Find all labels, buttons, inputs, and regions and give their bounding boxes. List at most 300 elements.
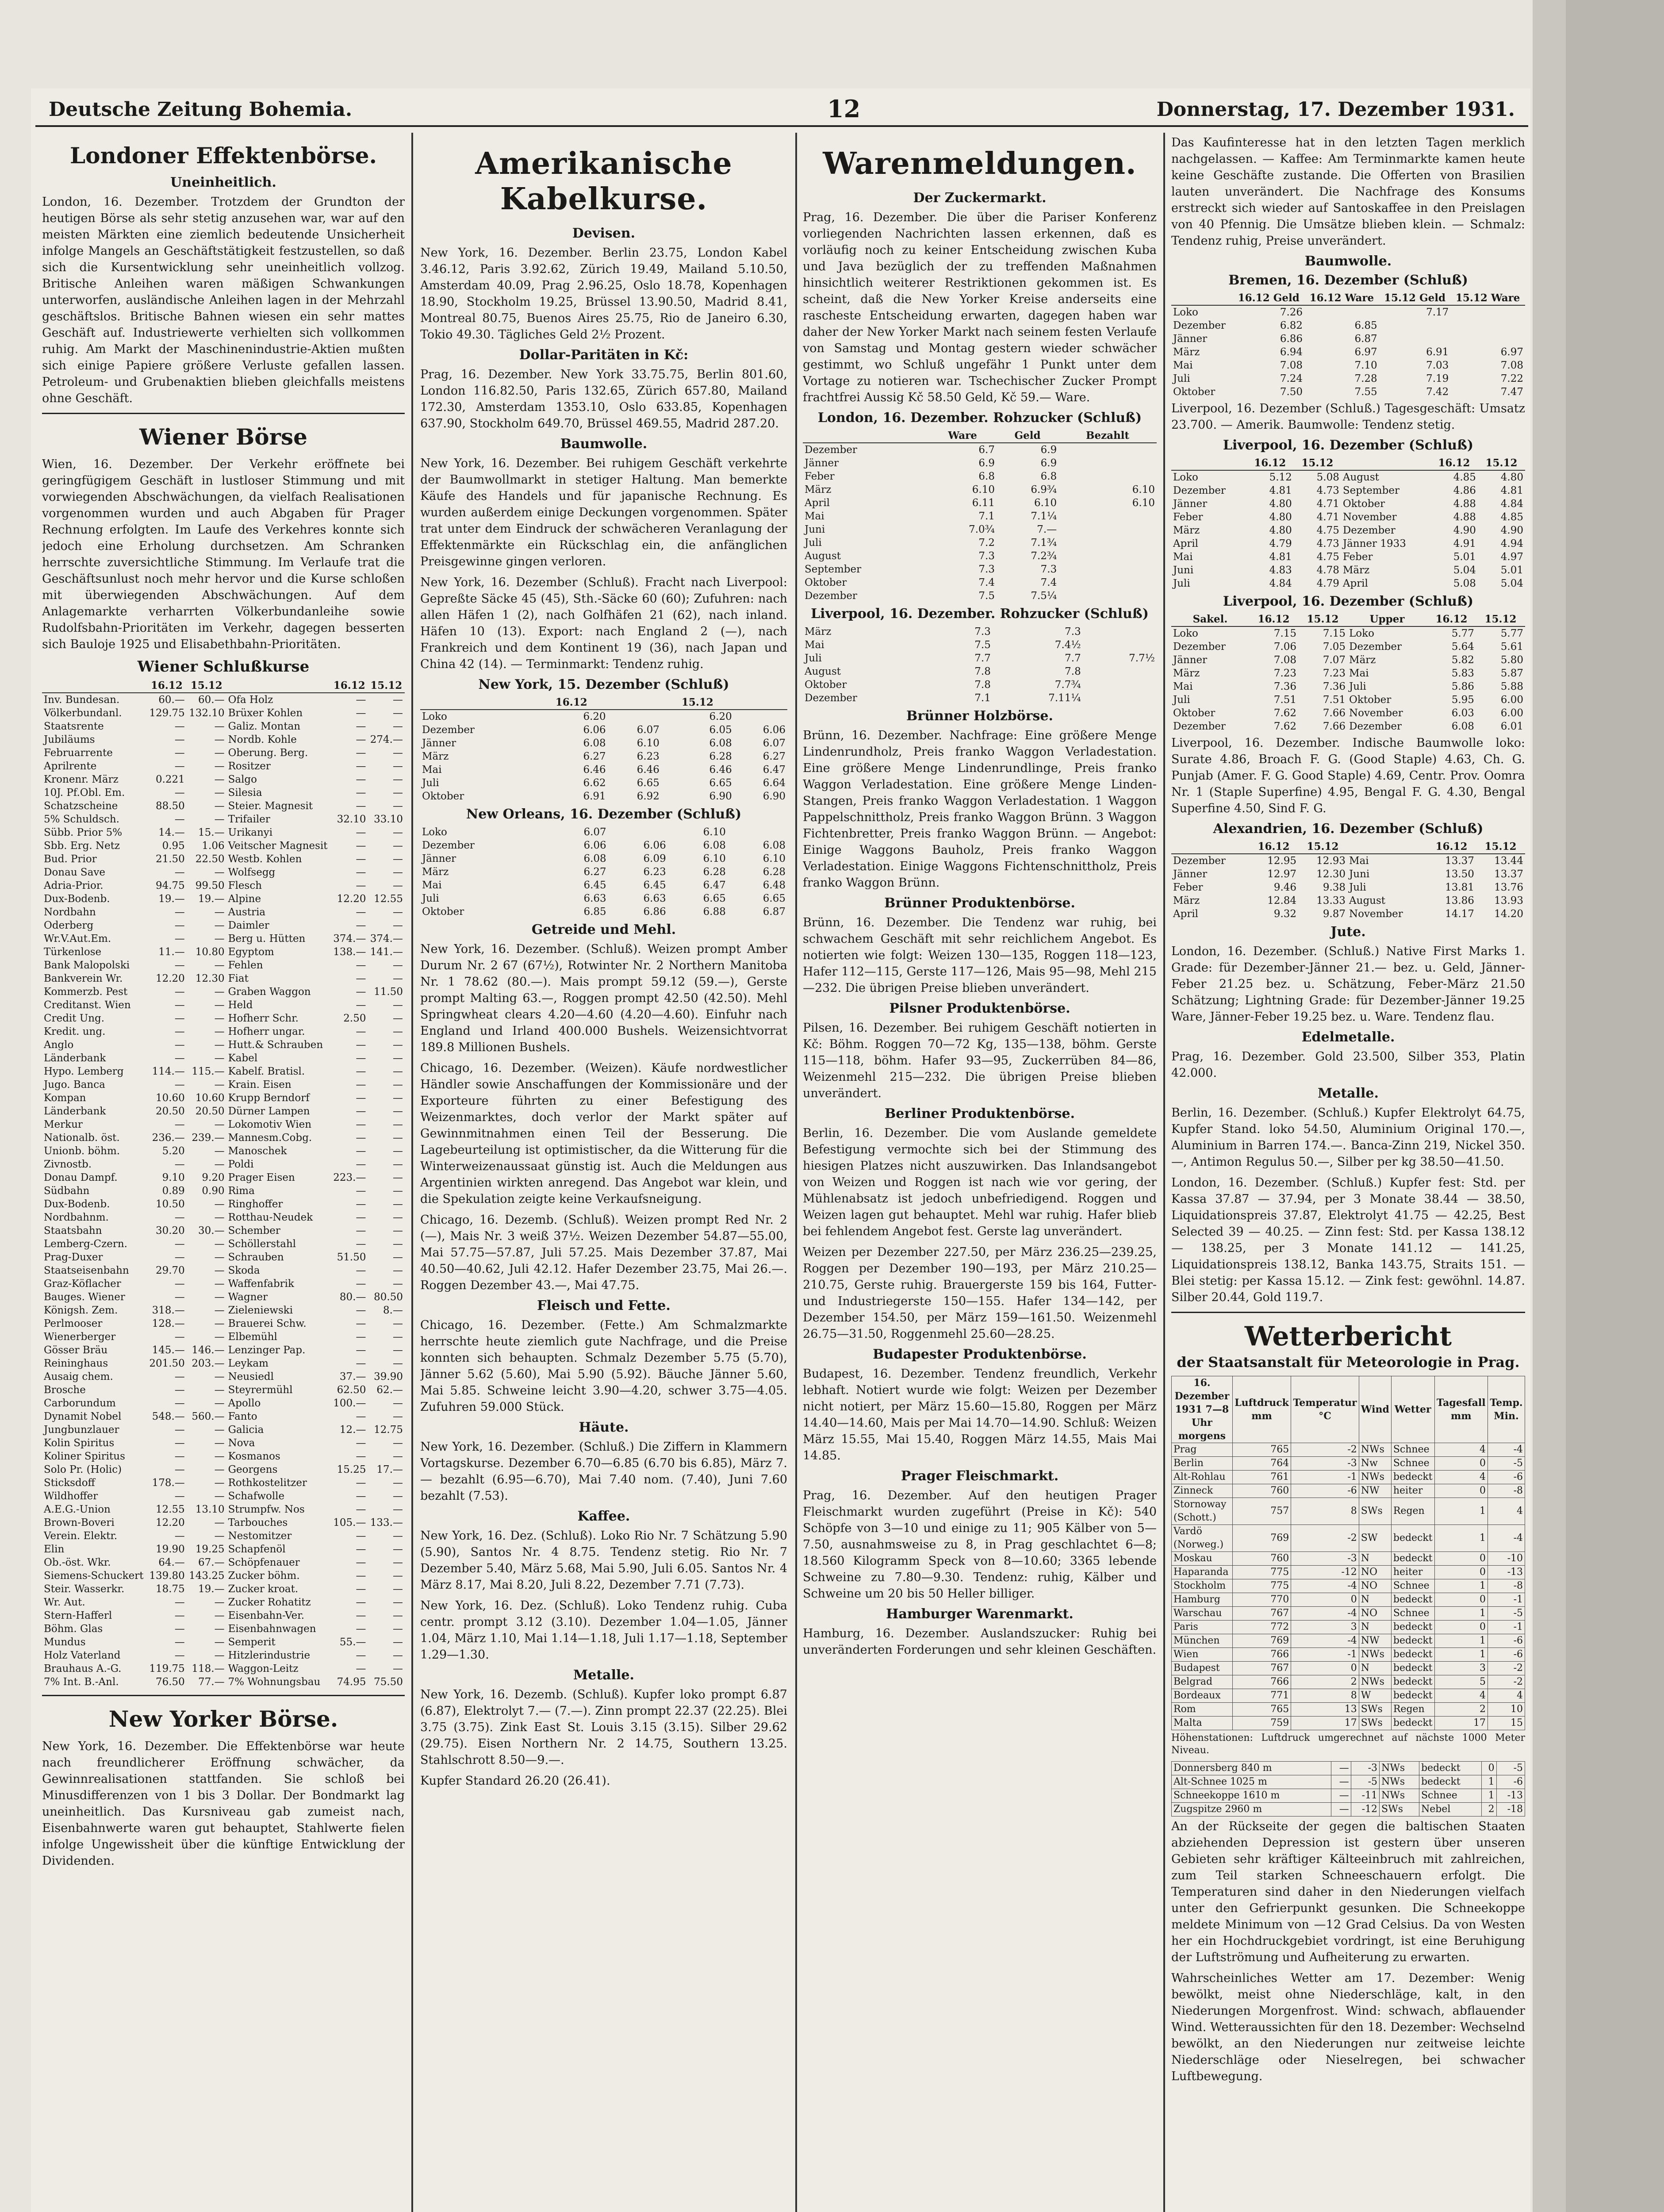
table-row xyxy=(42,786,405,799)
table-cell: bedeckt xyxy=(1391,1621,1434,1634)
table-row xyxy=(1172,1803,1525,1816)
zucker-report: Prag, 16. Dezember. Die über die Pariser Konferenz vorliegenden Nachrichten lassen erkennen, daß es vorläufig noch zu keiner Entscheidung zwischen Kuba und Java bezüglich der zu treffenden Maßnahmen hinsichtlich weiterer Restriktionen gekommen ist. Es scheint, daß die New Yorker Kreise anderseits eine rascheste Entscheidung erwarten, dagegen haben war daher der New Yorker Markt nach seinem festen Verlaufe von Samstag und Montag gestern wieder schwächer gestimmt, wo Schluß ungefähr 1 Punkt unter dem Vortage zu notieren war. Tschechischer Zucker Prompt frachtfrei Aussig Kč 58.50 Geld, Kč 59.— Ware. xyxy=(803,211,1157,404)
table-cell: 7.66 xyxy=(1323,707,1346,719)
table-cell: — xyxy=(214,1305,225,1316)
table-cell: 274.— xyxy=(370,734,403,745)
table-cell: 318.— xyxy=(152,1305,185,1316)
table-cell: 6.9 xyxy=(1040,444,1057,456)
getreide-report: New York, 16. Dezember. (Schluß). Weizen prompt Amber Durum Nr. 2 67 (67½), Rotwinter Nr. 2 Northern Manitoba Nr. 1 78.62 (80.—). Mais prompt 59.12 (59.—), Gerste prompt Malting 63.—, Roggen prompt 42.50 (42.50). Mehl Springwheat clears 4.20—4.60 (4.20—4.60). Einfuhr nach England und Irland 400.000 Bushels. Weizensichtvorrat 189.8 Millionen Bushels. xyxy=(420,942,787,1054)
table-cell: Februarrente xyxy=(44,747,113,759)
table-cell: November xyxy=(1349,707,1403,719)
table-cell: 7.4½ xyxy=(1054,639,1081,651)
table-cell: 60.— xyxy=(158,694,185,706)
hamburg-report: Hamburg, 16. Dezember. Auslandszucker: Ruhig bei unveränderten Forderungen und sehr kleinen Geschäften. xyxy=(803,1627,1157,1657)
table-cell: -12 xyxy=(1291,1566,1359,1579)
table-cell: März xyxy=(422,751,449,762)
table-cell: 4.80 xyxy=(1269,498,1292,510)
table-cell: — xyxy=(393,906,403,918)
table-cell: April xyxy=(1173,538,1199,549)
table-cell: -5 xyxy=(1496,1762,1525,1775)
table-cell: 6.45 xyxy=(643,879,666,891)
table-cell: — xyxy=(174,1079,185,1091)
table-cell: — xyxy=(356,1451,366,1462)
table-cell: Loko xyxy=(1173,628,1198,639)
table-cell: -1 xyxy=(1488,1593,1525,1607)
table-cell: Feber xyxy=(1173,511,1203,523)
table-cell xyxy=(1058,457,1157,470)
table-cell: Stornoway (Schott.) xyxy=(1172,1498,1233,1525)
column-center-left xyxy=(420,133,787,2212)
table-cell: 6.28 xyxy=(709,751,732,762)
table-cell: 6.10 xyxy=(1132,484,1155,495)
table-cell: 5.77 xyxy=(1451,628,1474,639)
table-cell: Dezember xyxy=(1173,320,1226,331)
table-cell: — xyxy=(214,1650,225,1661)
table-cell: 4 xyxy=(1434,1689,1488,1703)
fleischmarkt-subtitle: Prager Fleischmarkt. xyxy=(901,1468,1059,1484)
table-row xyxy=(42,1622,405,1636)
table-cell: 7.05 xyxy=(1323,641,1346,653)
table-cell: — xyxy=(393,787,403,799)
table-cell: NWs xyxy=(1380,1762,1419,1775)
table-cell: März xyxy=(1173,895,1200,906)
table-header-cell: Temperatur °C xyxy=(1291,1376,1359,1443)
table-cell: — xyxy=(393,1504,403,1515)
table-cell: 13.37 xyxy=(1494,868,1523,880)
table-cell: August xyxy=(805,550,841,562)
table-cell xyxy=(1058,443,1157,457)
table-cell: Mannesm.Cobg. xyxy=(228,1132,312,1144)
table-row xyxy=(803,523,1157,536)
table-cell: 6.10 xyxy=(636,737,659,749)
table-cell: — xyxy=(174,1464,185,1475)
liverpool-cotton-table xyxy=(1171,457,1525,590)
table-cell xyxy=(1058,589,1157,603)
table-cell: 5.08 xyxy=(1453,578,1476,589)
pilsen-subtitle: Pilsner Produktenbörse. xyxy=(889,1001,1070,1016)
baumwolle-report: New York, 16. Dezember. Bei ruhigem Geschäft verkehrte der Baumwollmarkt in stetiger Haltung. Man bemerkte Käufe des Handels und für japanische Rechnung. Es wurden außerdem einige Deckungen vorgenommen. Später trat unter dem Eindruck der schwächeren Veranlagung der Effektenmärkte ein Rückschlag ein, die anfänglichen Preisgewinne gingen verloren. xyxy=(420,457,787,568)
table-cell: NO xyxy=(1359,1579,1391,1593)
table-cell: Bud. Prior xyxy=(44,853,97,865)
table-cell: W xyxy=(1359,1689,1391,1703)
table-cell: 6.97 xyxy=(1500,346,1523,358)
table-header-cell: 16.12 xyxy=(535,696,608,710)
table-cell: August xyxy=(1342,472,1379,483)
table-cell: — xyxy=(214,800,225,812)
table-cell: 5.61 xyxy=(1500,641,1523,653)
table-cell: Brosche xyxy=(44,1384,86,1396)
table-row xyxy=(42,1264,405,1277)
table-row xyxy=(42,972,405,985)
table-cell: 6.10 xyxy=(972,484,995,495)
table-cell: 0 xyxy=(1434,1484,1488,1498)
table-cell: — xyxy=(356,734,366,745)
table-cell: März xyxy=(805,626,832,637)
table-cell: Vardö (Norweg.) xyxy=(1172,1525,1233,1552)
table-cell: Reininghaus xyxy=(44,1358,108,1369)
table-cell: Unionb. böhm. xyxy=(44,1145,120,1157)
table-cell: -2 xyxy=(1291,1443,1359,1457)
table-cell: SWs xyxy=(1359,1717,1391,1730)
table-header-cell: 16.12 xyxy=(1249,840,1298,854)
table-row xyxy=(803,691,1157,705)
table-cell: 6.08 xyxy=(583,853,606,864)
table-row xyxy=(42,1091,405,1105)
table-cell: — xyxy=(393,1159,403,1170)
table-cell: 4.86 xyxy=(1453,485,1476,496)
table-cell: 2 xyxy=(1434,1703,1488,1717)
table-cell: — xyxy=(174,1384,185,1396)
table-cell xyxy=(1058,536,1157,549)
table-cell: 7.28 xyxy=(1354,373,1377,384)
table-cell: -8 xyxy=(1488,1579,1525,1593)
table-cell: — xyxy=(174,867,185,878)
table-cell xyxy=(1058,470,1157,483)
table-cell: — xyxy=(174,986,185,998)
table-cell: 3 xyxy=(1434,1662,1488,1675)
table-row xyxy=(420,750,787,763)
table-cell: Fiat xyxy=(228,973,249,984)
table-cell: 6.08 xyxy=(763,840,786,851)
table-cell: Jänner xyxy=(1173,868,1208,880)
table-cell: 7.47 xyxy=(1500,386,1523,398)
table-row xyxy=(42,1410,405,1423)
table-cell: 7.1 xyxy=(974,692,991,704)
table-cell: Galicia xyxy=(228,1424,264,1436)
ny-cotton-table xyxy=(420,696,787,803)
baumwolle-report-2: New York, 16. Dezember (Schluß). Fracht nach Liverpool: Gepreßte Säcke 45 (45), Sth.-Säcke 60 (60); Zufuhren: nach allen Häfen 1 (2), nach Golfhäfen 21 (62), nach inland. Häfen 10 (13). Export: nach England 2 (—), nach Frankreich und dem Kontinent 19 (36), nach Japan und China 42 (14). — Terminmarkt: Tendenz ruhig. xyxy=(420,576,787,671)
table-row xyxy=(420,839,787,852)
table-cell: Sbb. Erg. Netz xyxy=(44,840,120,852)
table-cell: Creditanst. Wien xyxy=(44,999,131,1011)
table-row xyxy=(42,693,405,707)
table-cell: 13.86 xyxy=(1445,895,1474,906)
table-cell: 7.1¼ xyxy=(1031,511,1057,522)
table-cell: Loko xyxy=(1173,472,1198,483)
table-cell: 6.48 xyxy=(763,879,786,891)
table-cell: Wagner xyxy=(228,1291,268,1303)
table-cell: Staatsbahn xyxy=(44,1225,102,1237)
table-cell: — xyxy=(214,1013,225,1024)
budapest-subtitle: Budapester Produktenbörse. xyxy=(873,1347,1087,1362)
table-cell: Dezember xyxy=(805,590,857,602)
table-cell: — xyxy=(393,1026,403,1037)
table-cell: 60.— xyxy=(198,694,225,706)
table-cell: 128.— xyxy=(152,1318,185,1329)
table-header-cell xyxy=(42,679,147,693)
table-cell: N xyxy=(1359,1621,1391,1634)
table-cell: Juli xyxy=(1349,681,1366,692)
table-cell: 145.— xyxy=(152,1344,185,1356)
table-cell: Jänner xyxy=(422,737,456,749)
zucker-subtitle: Der Zuckermarkt. xyxy=(913,190,1047,206)
table-cell: 2.50 xyxy=(343,1013,366,1024)
table-cell: 760 xyxy=(1232,1552,1291,1566)
table-cell: 80.— xyxy=(339,1291,366,1303)
table-cell: April xyxy=(805,497,830,509)
table-cell: — xyxy=(356,1610,366,1621)
table-cell: Mai xyxy=(1173,551,1193,563)
table-row xyxy=(1172,1484,1525,1498)
table-cell: Urikanyi xyxy=(228,827,273,838)
table-cell: Westb. Kohlen xyxy=(228,853,302,865)
table-cell: — xyxy=(214,1079,225,1091)
table-cell: — xyxy=(174,814,185,825)
table-cell: 132.10 xyxy=(189,707,225,719)
metalle-berlin: Berlin, 16. Dezember. (Schluß.) Kupfer Elektrolyt 64.75, Kupfer Stand. loko 54.50, Aluminium Original 170.—, Aluminium in Barren 174.—. Banca-Zinn 219, Nickel 350.—, Antimon Regulus 50.—, Silber per kg 38.50—41.50. xyxy=(1171,1106,1525,1169)
table-cell: bedeckt xyxy=(1391,1634,1434,1648)
table-cell: 7.4 xyxy=(1040,577,1057,588)
table-cell: 80.50 xyxy=(374,1291,403,1303)
table-cell: — xyxy=(356,1583,366,1595)
table-cell: Mai xyxy=(1349,855,1369,867)
table-cell: 236.— xyxy=(152,1132,185,1144)
table-row xyxy=(1172,1525,1525,1552)
table-header-cell: 16. Dezember 1931 7—8 Uhr morgens xyxy=(1172,1376,1233,1443)
table-cell: — xyxy=(174,1252,185,1263)
table-cell: 6.10 xyxy=(763,853,786,864)
table-cell: 6.28 xyxy=(703,866,726,878)
table-cell: Kompan xyxy=(44,1092,86,1104)
table-cell xyxy=(1083,665,1157,678)
table-cell: — xyxy=(174,1610,185,1621)
table-row xyxy=(803,678,1157,691)
table-row xyxy=(1171,359,1525,372)
table-cell: Alt-Schnee 1025 m xyxy=(1172,1775,1331,1789)
table-cell xyxy=(1379,319,1451,332)
table-cell: 6.20 xyxy=(583,711,606,722)
bremen-title: Bremen, 16. Dezember (Schluß) xyxy=(1228,273,1468,288)
table-cell: — xyxy=(393,1106,403,1117)
table-cell: 12.84 xyxy=(1267,895,1297,906)
jute-title: Jute. xyxy=(1330,924,1366,940)
table-cell: Schöllerstahl xyxy=(228,1238,296,1250)
table-cell: — xyxy=(356,1039,366,1051)
table-cell: 5.01 xyxy=(1500,565,1523,576)
table-cell: — xyxy=(214,1610,225,1621)
table-cell: — xyxy=(174,1238,185,1250)
table-cell xyxy=(1058,523,1157,536)
table-cell: Neusiedl xyxy=(228,1371,274,1382)
table-row xyxy=(42,773,405,786)
table-cell: 21.50 xyxy=(155,853,185,865)
table-cell: Alt-Rohlau xyxy=(1172,1471,1233,1484)
table-cell: Jänner xyxy=(1173,333,1208,345)
table-cell: Schnee xyxy=(1391,1457,1434,1471)
table-row xyxy=(42,1131,405,1144)
table-row xyxy=(1171,346,1525,359)
table-cell: Juli xyxy=(1173,578,1190,589)
table-row xyxy=(1171,868,1525,881)
table-cell: 9.87 xyxy=(1323,908,1346,920)
table-cell: — xyxy=(393,1198,403,1210)
table-cell: 2 xyxy=(1482,1803,1496,1816)
table-cell xyxy=(1379,332,1451,346)
table-cell: 12.95 xyxy=(1267,855,1297,867)
table-row xyxy=(1172,1648,1525,1662)
table-cell: — xyxy=(214,1517,225,1528)
newyork-report: New York, 16. Dezember. Die Effektenbörse war heute nach freundlicherer Eröffnung schwächer, da Gewinnrealisationen stattfanden. Sie schloß bei Minusdifferenzen von 1 bis 3 Dollar. Der Bondmarkt lag uneinheitlich. Das Kursniveau gab zumeist nach, Eisenbahnwerte waren gut behauptet, Stahlwerte fielen infolge Ungewissheit über die künftige Entwicklung der Dividenden. xyxy=(42,1740,405,1868)
chicago-report: Chicago, 16. Dezember. (Weizen). Käufe nordwestlicher Händler sowie Anschaffungen der Kommissionäre und der Exporteure führten zu einer Befestigung des Weizenmarktes, doch verlor der Markt später auf Gewinnmitnahmen einen Teil der Besserung. Die Lagebeurteilung ist optimistischer, da die Witterung für die Winterweizenaussaat günstig ist. Auch die Meldungen aus Argentinien wirkten anregend. Das Angebot war klein, und die Spekulation zeigte keine Verkaufsneigung. xyxy=(420,1061,787,1206)
table-cell xyxy=(608,710,661,723)
table-cell: Jänner 1933 xyxy=(1342,538,1406,549)
table-cell: 0 xyxy=(1434,1457,1488,1471)
table-cell: — xyxy=(356,1344,366,1356)
table-cell: 7.51 xyxy=(1273,694,1297,706)
table-cell: — xyxy=(356,999,366,1011)
table-cell: 0.90 xyxy=(202,1185,225,1197)
masthead xyxy=(35,95,1528,121)
table-row xyxy=(42,1436,405,1450)
table-cell: 6.27 xyxy=(583,751,606,762)
table-cell: -4 xyxy=(1488,1443,1525,1457)
table-cell: — xyxy=(174,787,185,799)
metalle-london: London, 16. Dezember. (Schluß.) Kupfer fest: Std. per Kassa 37.87 — 37.94, per 3 Monate 38.44 — 38.50, Liquidationspreis 37.87, Elektrolyt 41.75 — 42.25, Best Selected 39 — 40.25. — Zinn fest: Std. per Kassa 138.12 — 138.25, per 3 Monate 141.12 — 141.25, Liquidationspreis 138.12, Banka 143.75, Straits 151. — Blei stetig: per Kassa 15.12. — Zink fest: gewöhnl. 14.87. Silber 20.44, Gold 119.7. xyxy=(1171,1176,1525,1304)
table-cell: Schöpfenauer xyxy=(228,1557,300,1568)
table-cell: Nordb. Kohle xyxy=(228,734,297,745)
table-cell: Rom xyxy=(1172,1703,1233,1717)
table-row xyxy=(42,1078,405,1091)
table-cell: 6.46 xyxy=(583,764,606,776)
table-cell: 19.— xyxy=(198,1583,225,1595)
table-cell: 4.75 xyxy=(1316,525,1339,536)
table-cell: Bank Malopolski xyxy=(44,960,130,971)
table-cell xyxy=(734,710,787,723)
table-cell: Donau Dampf. xyxy=(44,1172,118,1183)
table-row xyxy=(1171,470,1525,484)
table-cell: -3 xyxy=(1291,1552,1359,1566)
table-cell: — xyxy=(356,787,366,799)
table-cell: 4.80 xyxy=(1269,511,1292,523)
table-cell: 100.— xyxy=(333,1398,366,1409)
table-row xyxy=(1172,1675,1525,1689)
table-cell: — xyxy=(393,1583,403,1595)
table-cell: — xyxy=(356,694,366,706)
table-cell: 1 xyxy=(1434,1579,1488,1593)
table-cell: 6.00 xyxy=(1500,707,1523,719)
table-cell: 6.65 xyxy=(709,777,732,789)
table-cell: Dezember xyxy=(805,692,857,704)
table-cell: — xyxy=(356,1132,366,1144)
table-cell: Loko xyxy=(422,826,447,838)
table-cell: 6.8 xyxy=(1040,471,1057,482)
london-title: Londoner Effektenbörse. xyxy=(70,142,377,169)
table-cell: 6.9¾ xyxy=(1031,484,1057,495)
table-row xyxy=(42,879,405,892)
table-cell: Hofherr ungar. xyxy=(228,1026,305,1037)
table-cell: Dezember xyxy=(1173,641,1226,653)
table-cell: 7.24 xyxy=(1280,373,1303,384)
table-cell: Mai xyxy=(805,639,824,651)
table-cell: 7.36 xyxy=(1273,681,1297,692)
table-cell: — xyxy=(214,1451,225,1462)
table-cell: Hypo. Lemberg xyxy=(44,1066,124,1077)
table-cell: 13.50 xyxy=(1445,868,1474,880)
egypt-cotton-table xyxy=(1171,613,1525,733)
table-cell: 4.75 xyxy=(1316,551,1339,563)
table-row xyxy=(1172,1471,1525,1484)
table-cell: 12.75 xyxy=(374,1424,403,1436)
table-cell: 7.7 xyxy=(974,653,991,664)
table-header-cell: Ware xyxy=(928,429,997,443)
table-row xyxy=(42,746,405,760)
table-cell: 6.87 xyxy=(1354,333,1377,345)
table-cell: 6.06 xyxy=(583,840,606,851)
table-cell: 4.79 xyxy=(1316,578,1339,589)
table-cell: — xyxy=(174,1013,185,1024)
table-row xyxy=(1171,524,1525,537)
table-row xyxy=(42,720,405,733)
table-cell: April xyxy=(1173,908,1199,920)
table-cell: 6.06 xyxy=(763,724,786,736)
table-row xyxy=(42,839,405,853)
table-cell: — xyxy=(356,880,366,891)
table-cell: 6.82 xyxy=(1280,320,1303,331)
table-cell: Leykam xyxy=(228,1358,268,1369)
liverpool-title: Liverpool, 16. Dezember (Schluß) xyxy=(1223,438,1474,453)
table-cell: Credit Ung. xyxy=(44,1013,105,1024)
table-row xyxy=(1171,854,1525,868)
table-cell: Regen xyxy=(1391,1703,1434,1717)
table-cell: Rositzer xyxy=(228,760,271,772)
table-cell: NW xyxy=(1359,1634,1391,1648)
table-cell: -4 xyxy=(1291,1634,1359,1648)
table-cell: — xyxy=(393,1039,403,1051)
table-cell: Apollo xyxy=(228,1398,261,1409)
haute-subtitle: Häute. xyxy=(579,1420,629,1435)
table-cell: Steyrermühl xyxy=(228,1384,293,1396)
table-row xyxy=(1171,332,1525,346)
table-cell: -13 xyxy=(1496,1789,1525,1803)
table-row xyxy=(42,1543,405,1556)
table-row xyxy=(1171,667,1525,680)
table-cell: — xyxy=(174,1636,185,1648)
table-cell: Schatzscheine xyxy=(44,800,118,812)
table-row xyxy=(42,1330,405,1344)
table-cell: Schafwolle xyxy=(228,1490,285,1502)
table-row xyxy=(42,1198,405,1211)
table-cell: — xyxy=(356,760,366,772)
table-cell: 138.— xyxy=(333,946,366,958)
table-cell: Flesch xyxy=(228,880,262,891)
table-cell: Wr.V.Aut.Em. xyxy=(44,933,111,945)
table-cell: Böhm. Glas xyxy=(44,1623,103,1635)
metalle-subtitle: Metalle. xyxy=(573,1667,634,1683)
table-cell: 4.83 xyxy=(1269,565,1292,576)
table-cell: — xyxy=(174,1623,185,1635)
table-cell: 7.5 xyxy=(978,590,995,602)
table-cell: 4.71 xyxy=(1316,511,1339,523)
table-header-cell: 16.12 xyxy=(331,679,368,693)
table-row xyxy=(803,443,1157,457)
table-cell: 141.— xyxy=(370,946,403,958)
table-row xyxy=(803,652,1157,665)
table-cell: -5 xyxy=(1488,1457,1525,1471)
table-cell: -5 xyxy=(1488,1607,1525,1621)
table-cell: 6.10 xyxy=(703,826,726,838)
table-cell: Graz-Köflacher xyxy=(44,1278,121,1290)
table-row xyxy=(1172,1443,1525,1457)
table-cell: 4 xyxy=(1488,1689,1525,1703)
table-cell: Poldi xyxy=(228,1159,254,1170)
table-cell: 12.97 xyxy=(1267,868,1297,880)
table-cell: Juli xyxy=(1349,882,1366,893)
hamburg-subtitle: Hamburger Warenmarkt. xyxy=(886,1606,1074,1622)
table-row xyxy=(42,1290,405,1304)
table-cell: Dezember xyxy=(422,840,475,851)
liverpool-sugar-table xyxy=(803,625,1157,705)
table-cell: August xyxy=(805,666,841,677)
